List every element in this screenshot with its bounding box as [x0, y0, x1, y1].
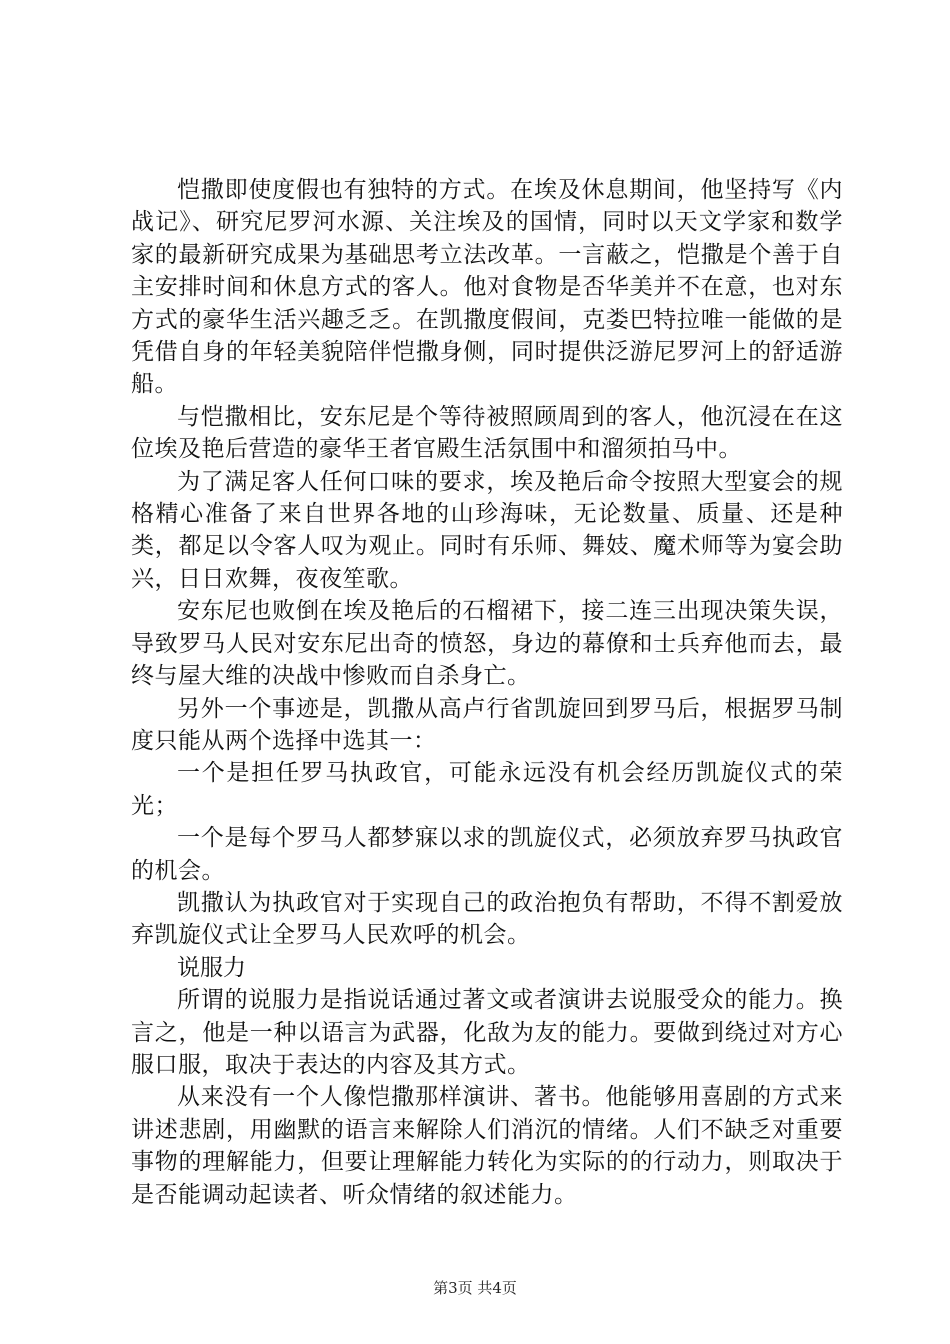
paragraph: 为了满足客人任何口味的要求，埃及艳后命令按照大型宴会的规格精心准备了来自世界各地的山珍海味，无论数量、质量、还是种类，都足以令客人叹为观止。同时有乐师、舞妓、魔术师等为宴会助兴，日日欢舞，夜夜笙歌。: [131, 468, 843, 592]
paragraph: 安东尼也败倒在埃及艳后的石榴裙下，接二连三出现决策失误，导致罗马人民对安东尼出奇的愤怒，身边的幕僚和士兵弃他而去，最终与屋大维的决战中惨败而自杀身亡。: [131, 598, 843, 690]
paragraph: 所谓的说服力是指说话通过著文或者演讲去说服受众的能力。换言之，他是一种以语言为武器，化敌为友的能力。要做到绕过对方心服口服，取决于表达的内容及其方式。: [131, 987, 843, 1078]
paragraph: 一个是担任罗马执政官，可能永远没有机会经历凯旋仪式的荣光；: [131, 760, 843, 819]
section-heading: 说服力: [177, 954, 246, 981]
page-number: 第3页 共4页: [433, 1279, 517, 1297]
paragraph: 凯撒认为执政官对于实现自己的政治抱负有帮助，不得不割爱放弃凯旋仪式让全罗马人民欢呼的机会。: [131, 889, 843, 949]
paragraph: 另外一个事迹是，凯撒从高卢行省凯旋回到罗马后，根据罗马制度只能从两个选择中选其一：: [131, 695, 843, 754]
paragraph: 恺撒即使度假也有独特的方式。在埃及休息期间，他坚持写《内战记》、研究尼罗河水源、关注埃及的国情，同时以天文学家和数学家的最新研究成果为基础思考立法改革。一言蔽之，恺撒是个善于自主安排时间和休息方式的客人。他对食物是否华美并不在意，也对东方式的豪华生活兴趣乏乏。在凯撒度假间，克娄巴特拉唯一能做的是凭借自身的年轻美貌陪伴恺撒身侧，同时提供泛游尼罗河上的舒适游船。: [131, 177, 843, 398]
paragraph: 与恺撒相比，安东尼是个等待被照顾周到的客人，他沉浸在在这位埃及艳后营造的豪华王者官殿生活氛围中和溜须拍马中。: [131, 403, 843, 463]
paragraph: 从来没有一个人像恺撒那样演讲、著书。他能够用喜剧的方式来讲述悲剧，用幽默的语言来解除人们消沉的情绪。人们不缺乏对重要事物的理解能力，但要让理解能力转化为实际的的行动力，则取决于是否能调动起读者、听众情绪的叙述能力。: [131, 1084, 843, 1208]
paragraph: 一个是每个罗马人都梦寐以求的凯旋仪式，必须放弃罗马执政官的机会。: [131, 825, 843, 884]
document-body: [131, 174, 843, 1211]
